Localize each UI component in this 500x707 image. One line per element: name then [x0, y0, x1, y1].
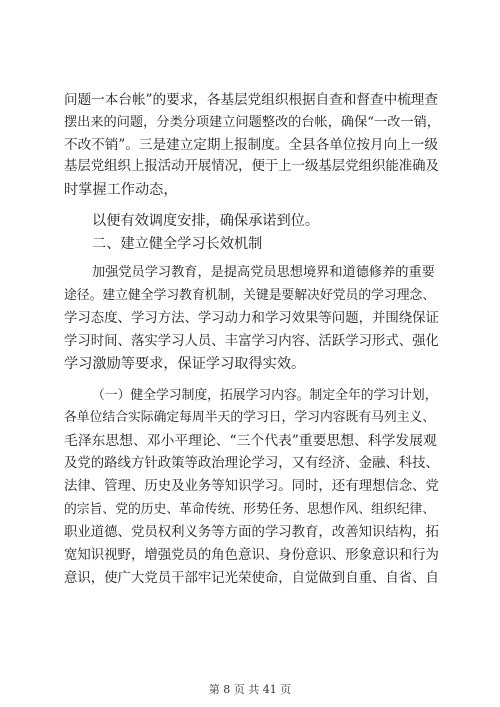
text-line-5: 时掌握工作动态，: [64, 182, 178, 198]
text-line-11: 学习时间、落实学习人员、丰富学习内容、活跃学习形式、强化: [64, 334, 439, 349]
text-line-8: 加强党员学习教育，是提高党员思想境界和道德修养的重要: [92, 265, 435, 280]
text-line-6: 以便有效调度安排，确保承诺到位。: [92, 213, 320, 229]
text-line-3: 不改不销”。三是建立定期上报制度。全县各单位按月向上一级: [64, 137, 438, 153]
page-number-footer: 第 8 页 共 41 页: [208, 683, 292, 696]
text-line-16: 及党的路线方针政策等政治理论学习，又有经济、金融、科技、: [64, 456, 439, 471]
text-line-20: 宽知识视野，增强党员的角色意识、身份意识、形象意识和行为: [64, 548, 439, 563]
text-line-9: 途径。建立健全学习教育机制，关键是要解决好党员的学习理念、: [64, 288, 436, 303]
text-line-17: 法律、管理、历史及业务等知识学习。同时，还有理想信念、党: [64, 479, 439, 494]
text-line-19: 职业道德、党员权利义务等方面的学习教育，改善知识结构，拓: [64, 525, 439, 540]
text-line-4: 基层党组织上报活动开展情况，便于上一级基层党组织能准确及: [64, 159, 439, 174]
text-line-15: 毛泽东思想、邓小平理论、“三个代表”重要思想、科学发展观: [64, 433, 437, 449]
text-line-12: 学习激励等要求，保证学习取得实效。: [64, 356, 306, 372]
text-line-1: 问题一本台帐”的要求，各基层党组织根据自查和督查中梳理查: [64, 92, 438, 108]
text-line-14: 各单位结合实际确定每周半天的学习日，学习内容既有马列主义、: [64, 410, 436, 425]
text-line-18: 的宗旨、党的历史、革命传统、形势任务、思想作风、组织纪律、: [64, 502, 436, 517]
text-line-2: 摆出来的问题，分类分项建立问题整改的台帐，确保“一改一销，: [64, 115, 440, 130]
section-heading: 二、建立健全学习长效机制: [92, 236, 263, 252]
text-line-10: 学习态度、学习方法、学习动力和学习效果等问题，并围绕保证: [64, 311, 439, 326]
text-line-21: 意识，使广大党员干部牢记光荣使命，自觉做到自重、自省、自: [64, 571, 439, 586]
text-line-13: （一）健全学习制度，拓展学习内容。制定全年的学习计划，: [92, 388, 438, 403]
